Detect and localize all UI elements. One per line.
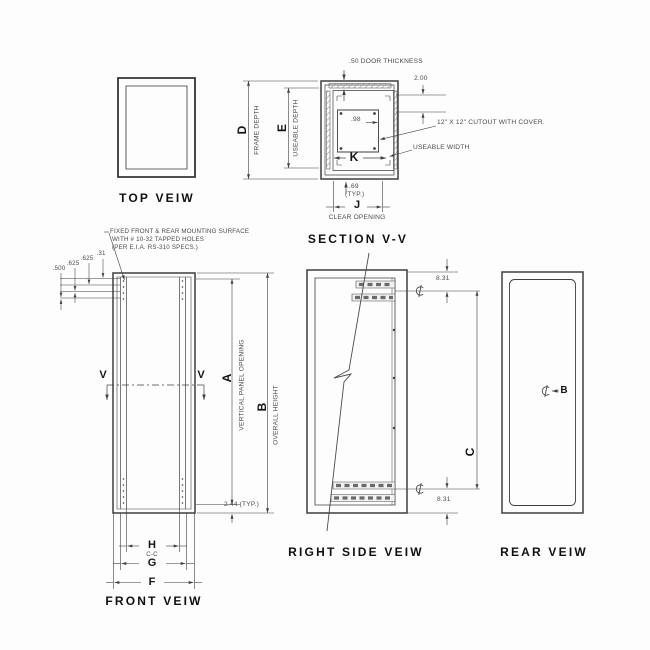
dim-2-00-label: 2.00 — [414, 75, 428, 82]
dim-h-sub-label: C-C — [146, 551, 158, 558]
dim-625a-label: .625 — [66, 260, 80, 267]
rail-slot-strips — [331, 281, 395, 502]
dim-8-31-top — [407, 259, 458, 303]
overall-height-label: OVERALL HEIGHT — [272, 385, 280, 445]
dim-overall-height — [197, 273, 274, 513]
right-side-view-outline — [307, 270, 407, 513]
cutout-note-label: 12" X 12" CUTOUT WITH COVER. — [437, 119, 545, 126]
dim-31-label: .31 — [96, 250, 106, 257]
dim-69-label: .69 — [349, 183, 359, 190]
dim-j-label: J — [353, 199, 361, 211]
right-side-view-title: RIGHT SIDE VEIW — [288, 545, 424, 559]
useable-width-label: USEABLE WIDTH — [413, 144, 470, 151]
section-view-outline — [321, 81, 398, 179]
dim-500-label: .500 — [52, 265, 66, 272]
section-view-title: SECTION V-V — [307, 232, 409, 246]
front-view-outline — [113, 273, 195, 513]
rear-datum-b-label: B — [560, 385, 568, 396]
section-marker-v-right: V — [197, 369, 205, 381]
dim-c-label: C — [463, 447, 477, 457]
dim-g-label: G — [147, 557, 157, 569]
mounting-note-line1: FIXED FRONT & REAR MOUNTING SURFACE — [110, 228, 250, 235]
dim-vertical-panel-opening — [196, 279, 240, 505]
front-view-title: FRONT VEIW — [105, 594, 203, 608]
useable-depth-label: USEABLE DEPTH — [292, 99, 300, 157]
door-thickness-label: .50 DOOR THICKNESS — [349, 58, 423, 65]
dim-8-31-bottom-label: 8.31 — [437, 496, 451, 503]
dim-f-label: F — [148, 576, 156, 588]
dim-98-label: .98 — [351, 116, 361, 123]
dim-k-label: K — [349, 150, 359, 164]
front-view-mounting-holes — [123, 280, 184, 504]
dim-h-label: H — [148, 539, 156, 551]
mounting-note-line2: WITH # 10-32 TAPPED HOLES — [112, 236, 205, 243]
dim-a-label: A — [220, 373, 234, 383]
dim-d-label: D — [235, 125, 249, 135]
dim-625b-label: .625 — [80, 255, 94, 262]
cutout-note-leader — [380, 126, 436, 140]
door-section-hatch — [329, 84, 391, 89]
rear-view-title: REAR VEIW — [500, 545, 588, 559]
dim-b-label: B — [255, 402, 269, 412]
section-marker-v-left: V — [99, 369, 107, 381]
frame-depth-label: FRAME DEPTH — [253, 105, 261, 155]
centerline-icon — [542, 385, 549, 397]
left-panel-hatch — [327, 91, 331, 169]
dim-e-label: E — [275, 123, 289, 133]
top-view-title: TOP VEIW — [119, 191, 195, 205]
dim-2-44-label: 2.44 (TYP.) — [224, 501, 260, 508]
mounting-note-line3: (PER E.I.A. RS-310 SPECS.) — [112, 244, 199, 251]
top-view-outline — [118, 78, 195, 177]
dim-8-31-top-label: 8.31 — [436, 275, 450, 282]
dim-69-typ-label: (TYP.) — [345, 191, 365, 198]
dim-useable-depth — [284, 88, 319, 168]
vertical-panel-opening-label: VERTICAL PANEL OPENING — [238, 339, 246, 431]
useable-width-leader — [390, 150, 413, 157]
clear-opening-label: CLEAR OPENING — [328, 214, 386, 221]
section-cut-line-vv — [107, 385, 204, 400]
